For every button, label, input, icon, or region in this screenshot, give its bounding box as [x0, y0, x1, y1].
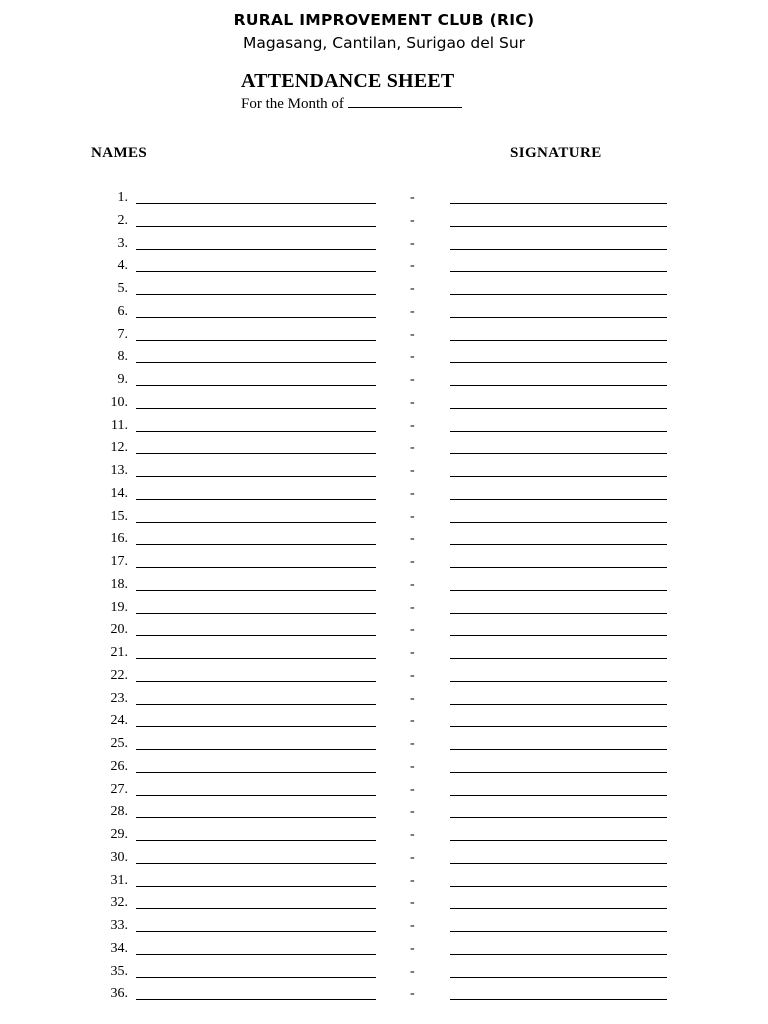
row-number: 12.: [110, 440, 128, 456]
organization-name: RURAL IMPROVEMENT CLUB (RIC): [233, 11, 535, 29]
attendance-row: [0, 643, 768, 666]
row-number: 23.: [110, 690, 128, 706]
row-separator: -: [410, 849, 415, 865]
name-blank-field[interactable]: [136, 613, 376, 614]
attendance-row: [0, 711, 768, 734]
name-blank-field[interactable]: [136, 476, 376, 477]
row-number: 15.: [110, 508, 128, 524]
attendance-row: [0, 370, 768, 393]
row-number: 4.: [117, 258, 128, 274]
month-blank-field[interactable]: [348, 94, 462, 108]
signature-blank-field[interactable]: [450, 795, 667, 796]
signature-blank-field[interactable]: [450, 431, 667, 432]
attendance-row: [0, 780, 768, 803]
attendance-row: [0, 325, 768, 348]
name-blank-field[interactable]: [136, 499, 376, 500]
attendance-row: [0, 416, 768, 439]
attendance-row: [0, 689, 768, 712]
signature-blank-field[interactable]: [450, 931, 667, 932]
signature-blank-field[interactable]: [450, 613, 667, 614]
name-blank-field[interactable]: [136, 203, 376, 204]
row-number: 32.: [110, 895, 128, 911]
name-blank-field[interactable]: [136, 977, 376, 978]
row-separator: -: [410, 690, 415, 706]
row-separator: -: [410, 872, 415, 888]
signature-blank-field[interactable]: [450, 362, 667, 363]
row-number: 29.: [110, 827, 128, 842]
row-separator: -: [410, 190, 415, 205]
name-blank-field[interactable]: [136, 931, 376, 932]
signature-blank-field[interactable]: [450, 590, 667, 591]
signature-blank-field[interactable]: [450, 999, 667, 1000]
row-number: 34.: [110, 940, 128, 956]
row-number: 20.: [110, 622, 128, 638]
signature-blank-field[interactable]: [450, 886, 667, 887]
name-blank-field[interactable]: [136, 294, 376, 295]
attendance-row: [0, 962, 768, 985]
row-number: 28.: [110, 804, 128, 820]
signature-blank-field[interactable]: [450, 635, 667, 636]
row-number: 7.: [117, 326, 128, 342]
row-number: 11.: [111, 417, 128, 433]
signature-blank-field[interactable]: [450, 658, 667, 659]
name-blank-field[interactable]: [136, 385, 376, 386]
signature-blank-field[interactable]: [450, 522, 667, 523]
attendance-row: [0, 347, 768, 370]
signature-blank-field[interactable]: [450, 203, 667, 204]
signature-blank-field[interactable]: [450, 226, 667, 227]
row-number: 36.: [110, 986, 128, 1002]
row-separator: -: [410, 895, 415, 911]
signature-blank-field[interactable]: [450, 499, 667, 500]
row-number: 10.: [110, 394, 128, 410]
row-number: 13.: [110, 463, 128, 478]
row-separator: -: [410, 599, 415, 615]
row-separator: -: [410, 736, 415, 751]
row-number: 8.: [117, 349, 128, 365]
attendance-row: [0, 916, 768, 939]
row-separator: -: [410, 827, 415, 842]
row-separator: -: [410, 463, 415, 478]
row-number: 24.: [110, 713, 128, 729]
row-separator: -: [410, 576, 415, 592]
attendance-row: [0, 984, 768, 1007]
signature-blank-field[interactable]: [450, 567, 667, 568]
signature-blank-field[interactable]: [450, 317, 667, 318]
signature-blank-field[interactable]: [450, 544, 667, 545]
month-line: [241, 94, 462, 113]
row-number: 27.: [110, 781, 128, 797]
row-separator: -: [410, 645, 415, 660]
row-separator: -: [410, 804, 415, 820]
row-separator: -: [410, 622, 415, 638]
name-blank-field[interactable]: [136, 271, 376, 272]
attendance-row: [0, 871, 768, 894]
signature-blank-field[interactable]: [450, 908, 667, 909]
row-number: 35.: [110, 963, 128, 979]
row-number: 19.: [110, 599, 128, 615]
attendance-row: [0, 256, 768, 279]
attendance-row: [0, 939, 768, 962]
attendance-row: [0, 461, 768, 484]
row-separator: -: [410, 235, 415, 251]
row-separator: -: [410, 485, 415, 501]
name-blank-field[interactable]: [136, 544, 376, 545]
attendance-row: [0, 211, 768, 234]
attendance-row: [0, 757, 768, 780]
name-blank-field[interactable]: [136, 908, 376, 909]
signature-blank-field[interactable]: [450, 385, 667, 386]
row-separator: -: [410, 281, 415, 296]
row-number: 6.: [117, 303, 128, 319]
name-blank-field[interactable]: [136, 795, 376, 796]
signature-blank-field[interactable]: [450, 476, 667, 477]
name-blank-field[interactable]: [136, 954, 376, 955]
name-blank-field[interactable]: [136, 590, 376, 591]
signature-blank-field[interactable]: [450, 271, 667, 272]
attendance-row: [0, 802, 768, 825]
attendance-row: [0, 598, 768, 621]
month-label: For the Month of: [241, 96, 344, 112]
name-blank-field[interactable]: [136, 431, 376, 432]
name-blank-field[interactable]: [136, 226, 376, 227]
row-number: 5.: [117, 281, 128, 296]
row-number: 25.: [110, 736, 128, 751]
signature-blank-field[interactable]: [450, 772, 667, 773]
name-blank-field[interactable]: [136, 635, 376, 636]
name-blank-field[interactable]: [136, 840, 376, 841]
row-separator: -: [410, 531, 415, 547]
row-separator: -: [410, 963, 415, 979]
attendance-row: [0, 552, 768, 575]
name-blank-field[interactable]: [136, 863, 376, 864]
signature-blank-field[interactable]: [450, 954, 667, 955]
signature-blank-field[interactable]: [450, 726, 667, 727]
row-separator: -: [410, 940, 415, 956]
signature-blank-field[interactable]: [450, 453, 667, 454]
signature-blank-field[interactable]: [450, 817, 667, 818]
row-number: 33.: [110, 918, 128, 933]
attendance-row: [0, 507, 768, 530]
attendance-row: [0, 484, 768, 507]
signature-blank-field[interactable]: [450, 681, 667, 682]
organization-address: Magasang, Cantilan, Surigao del Sur: [242, 34, 526, 52]
row-number: 22.: [110, 667, 128, 683]
row-separator: -: [410, 713, 415, 729]
row-number: 21.: [110, 645, 128, 660]
row-separator: -: [410, 508, 415, 524]
name-blank-field[interactable]: [136, 749, 376, 750]
name-blank-field[interactable]: [136, 453, 376, 454]
name-blank-field[interactable]: [136, 408, 376, 409]
row-separator: -: [410, 667, 415, 683]
name-blank-field[interactable]: [136, 772, 376, 773]
attendance-row: [0, 188, 768, 211]
attendance-row: [0, 529, 768, 552]
row-separator: -: [410, 918, 415, 933]
row-number: 31.: [110, 872, 128, 888]
row-number: 9.: [117, 372, 128, 387]
row-number: 26.: [110, 758, 128, 774]
signature-blank-field[interactable]: [450, 749, 667, 750]
name-blank-field[interactable]: [136, 340, 376, 341]
row-number: 30.: [110, 849, 128, 865]
attendance-row: [0, 302, 768, 325]
attendance-row: [0, 825, 768, 848]
name-blank-field[interactable]: [136, 658, 376, 659]
attendance-row: [0, 666, 768, 689]
row-separator: -: [410, 326, 415, 342]
name-blank-field[interactable]: [136, 999, 376, 1000]
row-separator: -: [410, 758, 415, 774]
signature-blank-field[interactable]: [450, 704, 667, 705]
attendance-rows: [0, 188, 768, 1007]
attendance-row: [0, 438, 768, 461]
signature-blank-field[interactable]: [450, 340, 667, 341]
row-separator: -: [410, 781, 415, 797]
name-blank-field[interactable]: [136, 704, 376, 705]
row-separator: -: [410, 554, 415, 569]
row-number: 1.: [117, 190, 128, 205]
sheet-title: ATTENDANCE SHEET: [241, 70, 455, 92]
row-separator: -: [410, 417, 415, 433]
name-blank-field[interactable]: [136, 362, 376, 363]
row-separator: -: [410, 303, 415, 319]
attendance-row: [0, 575, 768, 598]
row-number: 14.: [110, 485, 128, 501]
row-separator: -: [410, 258, 415, 274]
signature-blank-field[interactable]: [450, 863, 667, 864]
name-blank-field[interactable]: [136, 567, 376, 568]
attendance-row: [0, 279, 768, 302]
signature-blank-field[interactable]: [450, 294, 667, 295]
signature-blank-field[interactable]: [450, 840, 667, 841]
name-blank-field[interactable]: [136, 317, 376, 318]
names-column-header: NAMES: [91, 145, 148, 161]
row-separator: -: [410, 349, 415, 365]
attendance-row: [0, 893, 768, 916]
row-separator: -: [410, 440, 415, 456]
attendance-row: [0, 393, 768, 416]
name-blank-field[interactable]: [136, 681, 376, 682]
row-separator: -: [410, 394, 415, 410]
signature-column-header: SIGNATURE: [510, 145, 602, 161]
name-blank-field[interactable]: [136, 249, 376, 250]
name-blank-field[interactable]: [136, 522, 376, 523]
name-blank-field[interactable]: [136, 726, 376, 727]
attendance-row: [0, 848, 768, 871]
signature-blank-field[interactable]: [450, 408, 667, 409]
row-number: 16.: [110, 531, 128, 547]
signature-blank-field[interactable]: [450, 249, 667, 250]
attendance-row: [0, 620, 768, 643]
row-number: 18.: [110, 576, 128, 592]
row-number: 17.: [110, 554, 128, 569]
row-separator: -: [410, 986, 415, 1002]
name-blank-field[interactable]: [136, 886, 376, 887]
row-number: 2.: [117, 212, 128, 228]
row-number: 3.: [117, 235, 128, 251]
signature-blank-field[interactable]: [450, 977, 667, 978]
attendance-row: [0, 234, 768, 257]
row-separator: -: [410, 212, 415, 228]
attendance-row: [0, 734, 768, 757]
name-blank-field[interactable]: [136, 817, 376, 818]
row-separator: -: [410, 372, 415, 387]
